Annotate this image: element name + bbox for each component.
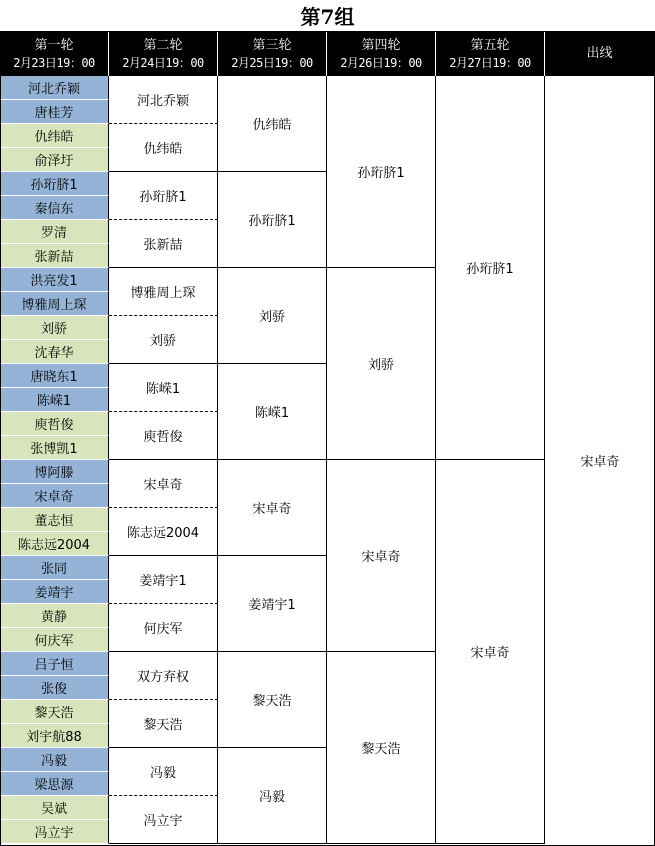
- round1-player: 吕子恒: [0, 652, 109, 676]
- round1-player: 洪亮发1: [0, 268, 109, 292]
- round-time: 2月27日19：00: [449, 56, 531, 70]
- round1-player: 河北乔颖: [0, 76, 109, 100]
- round1-player: 冯立宇: [0, 820, 109, 844]
- round-header-3: [218, 31, 327, 76]
- qualifier: 宋卓奇: [580, 454, 620, 470]
- round2-winner: 刘骄: [109, 316, 218, 364]
- round4-winner: 孙珩脐1: [327, 76, 436, 268]
- round-header-2: [109, 31, 218, 76]
- round-time: 2月26日19：00: [340, 56, 422, 70]
- round2-winner: 黎天浩: [109, 700, 218, 748]
- round1-player: 唐晓东1: [0, 364, 109, 388]
- round2-winner: 仇纬皓: [109, 124, 218, 172]
- round-time: 2月24日19：00: [122, 56, 204, 70]
- round1-player: 张俊: [0, 676, 109, 700]
- round-name: 第五轮: [470, 38, 510, 53]
- round3-winner: 宋卓奇: [218, 460, 327, 556]
- round-name: 第二轮: [143, 38, 183, 53]
- round2-winner: 宋卓奇: [109, 460, 218, 508]
- round1-player: 陈志远2004: [0, 532, 109, 556]
- round4-winner: 刘骄: [327, 268, 436, 460]
- round5-winner: 孙珩脐1: [436, 76, 545, 460]
- round3-winner: 刘骄: [218, 268, 327, 364]
- round1-player: 刘宇航88: [0, 724, 109, 748]
- round1-player: 仇纬皓: [0, 124, 109, 148]
- round1-player: 张新喆: [0, 244, 109, 268]
- round1-player: 董志恒: [0, 508, 109, 532]
- round1-player: 孙珩脐1: [0, 172, 109, 196]
- round-name: 第三轮: [252, 38, 292, 53]
- round1-player: 沈春华: [0, 340, 109, 364]
- round1-player: 黎天浩: [0, 700, 109, 724]
- round2-winner: 何庆军: [109, 604, 218, 652]
- round-name: 第一轮: [34, 38, 74, 53]
- round-header-5: [436, 31, 545, 76]
- round1-player: 庾哲俊: [0, 412, 109, 436]
- round2-winner: 张新喆: [109, 220, 218, 268]
- round2-winner: 庾哲俊: [109, 412, 218, 460]
- round2-winner: 河北乔颖: [109, 76, 218, 124]
- round2-winner: 冯立宇: [109, 796, 218, 844]
- bracket-table: [0, 31, 655, 846]
- round1-player: 吴斌: [0, 796, 109, 820]
- round1-player: 黄静: [0, 604, 109, 628]
- round1-player: 姜靖宇: [0, 580, 109, 604]
- round-time: 2月23日19：00: [13, 56, 95, 70]
- round2-winner: 博雅周上琛: [109, 268, 218, 316]
- round1-player: 陈嵘1: [0, 388, 109, 412]
- round1-player: 何庆军: [0, 628, 109, 652]
- round1-player: 秦信东: [0, 196, 109, 220]
- round3-winner: 姜靖宇1: [218, 556, 327, 652]
- round1-player: 张博凯1: [0, 436, 109, 460]
- round-header-6: 出线: [545, 31, 655, 76]
- round2-winner: 姜靖宇1: [109, 556, 218, 604]
- round1-player: 宋卓奇: [0, 484, 109, 508]
- round3-winner: 冯毅: [218, 748, 327, 844]
- round2-winner: 双方弃权: [109, 652, 218, 700]
- round2-winner: 陈志远2004: [109, 508, 218, 556]
- round3-winner: 陈嵘1: [218, 364, 327, 460]
- round-header-4: [327, 31, 436, 76]
- round1-player: 博阿滕: [0, 460, 109, 484]
- round3-winner: 孙珩脐1: [218, 172, 327, 268]
- round3-winner: 仇纬皓: [218, 76, 327, 172]
- group-title: 第7组: [300, 5, 355, 29]
- round4-winner: 黎天浩: [327, 652, 436, 844]
- round2-winner: 孙珩脐1: [109, 172, 218, 220]
- round1-player: 张同: [0, 556, 109, 580]
- round1-player: 冯毅: [0, 748, 109, 772]
- round1-player: 梁思源: [0, 772, 109, 796]
- round1-player: 唐桂芳: [0, 100, 109, 124]
- round1-player: 刘骄: [0, 316, 109, 340]
- round3-winner: 黎天浩: [218, 652, 327, 748]
- round-name: 第四轮: [361, 38, 401, 53]
- round2-winner: 冯毅: [109, 748, 218, 796]
- round-time: 2月25日19：00: [231, 56, 313, 70]
- round1-player: 博雅周上琛: [0, 292, 109, 316]
- round2-winner: 陈嵘1: [109, 364, 218, 412]
- round1-player: 俞泽圩: [0, 148, 109, 172]
- round1-player: 罗清: [0, 220, 109, 244]
- round5-winner: 宋卓奇: [436, 460, 545, 844]
- round-header-1: [0, 31, 109, 76]
- round4-winner: 宋卓奇: [327, 460, 436, 652]
